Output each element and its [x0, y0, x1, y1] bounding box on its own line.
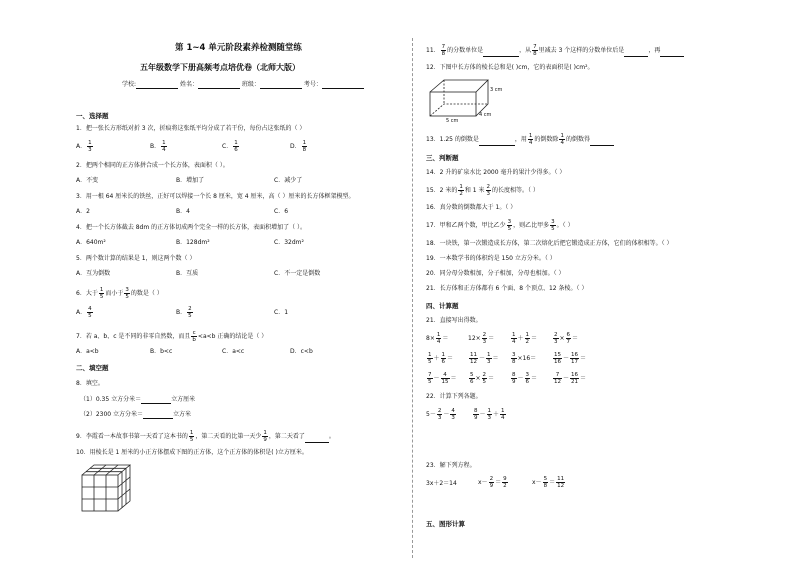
q4-option-a: A．640m² [76, 239, 106, 246]
q1-option-b: B． $\frac{1}{4}$ [150, 140, 166, 153]
calc-5: $\frac{1}{5}$ ＋ $\frac{1}{6}$ ＝ [428, 352, 454, 365]
name-blank[interactable] [198, 82, 240, 89]
column-divider [412, 38, 413, 558]
question-7: 7．若 a、b、c 是不同的非零自然数，而且 $\frac{c}{b}$ <a<b 正确的结论是（ ） [76, 330, 268, 343]
calc-11: $\frac{8}{9}$ － $\frac{3}{6}$ ＝ [512, 372, 538, 385]
q24-eq-a: 3x＋2＝14 [426, 480, 457, 487]
calc-7: $\frac{3}{8}$ ×16＝ [512, 352, 537, 365]
q2-option-a: A．不变 [76, 177, 99, 184]
q11-blank-1[interactable] [483, 50, 519, 57]
question-23: 22．计算下列各题。 [426, 393, 482, 400]
name-label: 姓名： [179, 81, 198, 88]
q4-option-c: C．32dm² [274, 239, 304, 246]
question-13: 13．1.25 的倒数是 ，用 $\frac{1}{4}$ 的倒数除 $\frac{1}{4}$ 的倒数得 [426, 133, 614, 146]
question-18: 18．一块铁，第一次锻造成长方体，第二次熔化后把它锻造成正方体，它们的体积相等。（ ） [426, 240, 673, 247]
q24-eq-b: x－ $\frac{2}{9}$ ＝ $\frac{9}{2}$ [478, 476, 507, 489]
q2-option-c: C．减少了 [274, 177, 303, 184]
q23-expr-b: $\frac{8}{9}$ － $\frac{1}{3}$ ＋ $\frac{1}{4}$ [474, 408, 505, 421]
q7-option-a: A．a<b [76, 348, 99, 355]
q13-blank-2[interactable] [590, 139, 614, 146]
cuboid-length-label: 5 cm [446, 118, 459, 124]
question-11: 11． $\frac{7}{8}$ 的分数单位是 ，从 $\frac{7}{8}$ 里减去 3 个这样的分数单位后是 ，再 [426, 44, 684, 57]
calc-4: $\frac{2}{3}$ × $\frac{6}{7}$ ＝ [554, 332, 579, 345]
question-12: 12．下图中长方体的棱长总和是( )cm，它的表面积是( )cm²。 [426, 64, 594, 71]
cuboid-figure [428, 78, 508, 122]
school-label: 学校: [122, 81, 137, 88]
q7-option-d: D．c<b [290, 348, 313, 355]
question-15: 15．2 米的 $\frac{1}{2}$ 和 1 米 $\frac{2}{3}$ 的长度相等。（ ） [426, 184, 539, 197]
q13-blank-1[interactable] [479, 139, 515, 146]
question-22: 21．直接写出得数。 [426, 317, 482, 324]
q8-1-blank[interactable] [141, 397, 171, 404]
question-4: 4．把一个长方体截去 8dm 的正方体切成两个完全一样的长方体，表面积增加了（ ）。 [76, 224, 307, 231]
section-choice: 一、选择题 [76, 112, 109, 120]
question-5: 5．两个数计算的结果是 1，则这两个数（ ） [76, 255, 196, 262]
calc-6: $\frac{11}{12}$ － $\frac{1}{3}$ ＝ [470, 352, 499, 365]
class-blank[interactable] [260, 82, 302, 89]
q1-option-c: C． $\frac{1}{6}$ [222, 140, 238, 153]
cuboid-height-label: 3 cm [490, 87, 503, 93]
school-blank[interactable] [136, 82, 178, 89]
question-8: 8．填空。 [76, 380, 104, 387]
q9-blank[interactable] [305, 436, 329, 443]
question-1: 1．把一张长方形纸对折 3 次，折痕将这张纸平均分成了若干份，每份占这张纸的（ ） [76, 125, 306, 132]
q6-option-b: B． $\frac{2}{5}$ [176, 306, 192, 319]
q24-eq-c: x－ $\frac{5}{8}$ ＝ $\frac{11}{12}$ [532, 476, 565, 489]
cube-figure [80, 463, 136, 513]
class-label: 班级： [241, 81, 260, 88]
section-calc: 四、计算题 [426, 302, 459, 310]
question-9: 9．李霞看一本故事书第一天看了这本书的 $\frac{1}{5}$ ，第二天看的比第一天少 $\frac{1}{9}$ ，第二天看了 。 [76, 430, 335, 443]
cuboid-width-label: 4 cm [479, 112, 492, 118]
calc-8: $\frac{15}{16}$ － $\frac{16}{17}$ ＝ [554, 352, 587, 365]
question-6: 6．大于 $\frac{1}{5}$ 而小于 $\frac{3}{5}$ 的数是（ ） [76, 287, 163, 300]
q8-part-2: （2）2300 立方分米＝ 立方米 [80, 411, 192, 418]
question-17: 17．甲和乙两个数，甲比乙少 $\frac{3}{5}$ ，则乙比甲多 $\frac{3}{5}$ 。（ ） [426, 219, 574, 232]
q1-option-a: A． $\frac{1}{3}$ [76, 140, 92, 153]
q6-option-a: A． $\frac{4}{5}$ [76, 306, 92, 319]
question-20: 20．同分母分数相加，分子相加，分母也相加。（ ） [426, 270, 565, 277]
question-2: 2．把两个相同的正方体拼合成一个长方体，表面积（ ）。 [76, 162, 229, 169]
q3-option-c: C．6 [274, 208, 289, 215]
q5-option-a: A．互为倒数 [76, 270, 111, 277]
section-geometry: 五、图形计算 [426, 520, 465, 528]
question-19: 19．一本数学书的体积约是 150 立方分米。（ ） [426, 255, 556, 262]
question-10: 10．用棱长是 1 厘米的小正方体摆成下图的正方体，这个正方体的体积是( )立方厘米。 [76, 449, 308, 456]
question-14: 14．2 升的矿泉水比 2000 毫升的果汁少得多。（ ） [426, 169, 566, 176]
q5-option-c: C．不一定是倒数 [274, 270, 321, 277]
q2-option-b: B．增加了 [176, 177, 205, 184]
q8-part-1: （1）0.35 立方分米＝ 立方厘米 [80, 396, 196, 403]
q7-option-b: B．b<c [150, 348, 173, 355]
page-title: 第 1~4 单元阶段素养检测随堂练 [175, 43, 302, 53]
question-16: 16．真分数的倒数都大于 1。（ ） [426, 204, 517, 211]
q3-option-a: A．2 [76, 208, 90, 215]
calc-12: $\frac{7}{12}$ － $\frac{16}{21}$ ＝ [554, 372, 587, 385]
q5-option-b: B．互质 [176, 270, 199, 277]
student-info [122, 81, 364, 89]
q7-option-c: C．a<c [222, 348, 245, 355]
calc-1: 8× $\frac{1}{4}$ ＝ [426, 332, 449, 345]
q3-option-b: B．4 [176, 208, 190, 215]
question-21: 21．长方体和正方体都有 6 个面、8 个顶点、12 条棱。（ ） [426, 285, 588, 292]
calc-10: $\frac{5}{6}$ × $\frac{2}{5}$ ＝ [470, 372, 495, 385]
question-24: 23．解下列方程。 [426, 462, 476, 469]
id-blank[interactable] [322, 82, 364, 89]
q23-expr-a: 5－ $\frac{2}{3}$ － $\frac{4}{3}$ [426, 408, 455, 421]
calc-2: 12× $\frac{2}{3}$ ＝ [468, 332, 495, 345]
q1-option-d: D． $\frac{1}{8}$ [290, 140, 307, 153]
q8-2-blank[interactable] [143, 412, 173, 419]
calc-3: $\frac{1}{4}$ ＋ $\frac{1}{2}$ ＝ [512, 332, 538, 345]
question-3: 3．用一根 64 厘米长的铁丝，正好可以焊接一个长 8 厘米，宽 4 厘米，高（ ）厘米的长方体框架模型。 [76, 193, 355, 200]
q6-option-c: C．1 [274, 309, 289, 316]
q11-blank-2[interactable] [624, 50, 648, 57]
page-subtitle: 五年级数学下册高频考点培优卷（北师大版） [140, 63, 300, 72]
q4-option-b: B．128dm² [176, 239, 210, 246]
q11-blank-3[interactable] [660, 50, 684, 57]
calc-9: $\frac{7}{5}$ － $\frac{4}{15}$ ＝ [428, 372, 457, 385]
section-judge: 三、判断题 [426, 154, 459, 162]
section-fill: 二、填空题 [76, 364, 109, 372]
id-label: 考号： [303, 81, 322, 88]
